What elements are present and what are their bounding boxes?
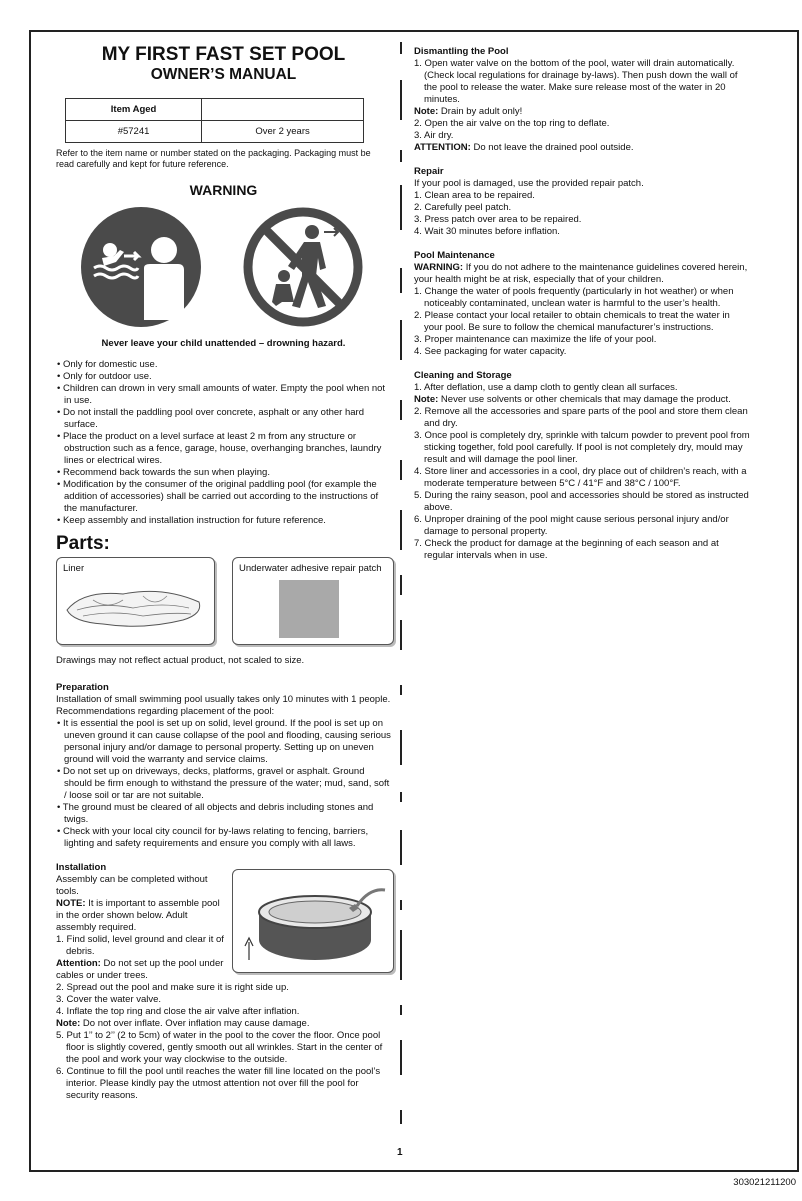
warning-item: • Only for domestic use. bbox=[56, 359, 391, 371]
installation-step-2: 2. Spread out the pool and make sure it is right side up. bbox=[56, 982, 289, 993]
patch-label: Underwater adhesive repair patch bbox=[239, 563, 382, 574]
installation-title: Installation bbox=[56, 862, 107, 873]
pool-image-box bbox=[232, 869, 394, 973]
drowning-warning-icon bbox=[80, 206, 202, 328]
warning-item: • Only for outdoor use. bbox=[56, 371, 391, 383]
document-number: 303021211200 bbox=[733, 1177, 796, 1188]
maintenance-warning-text: If you do not adhere to the maintenance guidelines covered herein, your health might be at risk, especially that of your children. bbox=[414, 262, 748, 285]
repair-step: 3. Press patch over area to be repaired. bbox=[414, 214, 582, 225]
warning-signs bbox=[56, 206, 391, 328]
dismantling-attention-text: Do not leave the drained pool outside. bbox=[470, 142, 634, 153]
installation-intro: Assembly can be completed without tools. bbox=[56, 874, 208, 897]
preparation-title: Preparation bbox=[56, 682, 109, 693]
maintenance-step: 4. See packaging for water capacity. bbox=[414, 346, 567, 357]
parts-boxes bbox=[56, 557, 391, 647]
item-table-empty-header bbox=[202, 99, 364, 121]
right-column bbox=[414, 46, 750, 562]
preparation-item: • It is essential the pool is set up on solid, level ground. If the pool is set up on uneven ground it can cause collapse of the pool and flooding, causing serious personal injury and/or damage to personal property. Setting up on uneven ground will void the warranty and service claims. bbox=[56, 718, 391, 766]
installation-step-6: 6. Continue to fill the pool until reaches the water fill line located on the pool’s interior. Please kindly pay the utmost attention not over fill the pool for security reasons. bbox=[56, 1066, 381, 1101]
warning-caption: Never leave your child unattended – drowning hazard. bbox=[101, 338, 346, 349]
cleaning-note-text: Never use solvents or other chemicals that may damage the product. bbox=[438, 394, 731, 405]
installation-step-3: 3. Cover the water valve. bbox=[56, 994, 162, 1005]
installation-section bbox=[56, 862, 391, 1102]
installation-note-label: NOTE: bbox=[56, 898, 86, 909]
maintenance-list bbox=[414, 286, 750, 358]
item-number: #57241 bbox=[66, 121, 202, 143]
no-unattended-child-icon bbox=[242, 206, 364, 328]
warning-item: • Keep assembly and installation instruction for future reference. bbox=[56, 515, 391, 527]
cleaning-step: 3. Once pool is completely dry, sprinkle with talcum powder to prevent pool from sticking together, fold pool carefully. If pool is not completely dry, mould may result and will damage the pool liner. bbox=[414, 430, 750, 465]
dismantling-note-label: Note: bbox=[414, 106, 439, 117]
preparation-recommendations: Recommendations regarding placement of the pool: bbox=[56, 706, 275, 717]
page-number: 1 bbox=[397, 1147, 403, 1158]
warning-item: • Modification by the consumer of the original paddling pool (for example the addition of accessories) shall be carried out according to the instructions of the manufacturer. bbox=[56, 479, 391, 515]
installation-step-4: 4. Inflate the top ring and close the air valve after inflation. bbox=[56, 1006, 300, 1017]
repair-list bbox=[414, 190, 750, 238]
installation-attention-text: Do not set up the pool under cables or under trees. bbox=[56, 958, 224, 981]
parts-note: Drawings may not reflect actual product, not scaled to size. bbox=[56, 655, 305, 666]
cleaning-step: 2. Remove all the accessories and spare parts of the pool and store them clean and dry. bbox=[414, 406, 748, 429]
liner-box bbox=[56, 557, 215, 645]
warning-list bbox=[56, 359, 391, 527]
item-aged-header: Item Aged bbox=[66, 99, 202, 121]
page-subtitle: OWNER’S MANUAL bbox=[150, 66, 297, 83]
parts-title: Parts: bbox=[56, 533, 110, 554]
warning-item: • Place the product on a level surface at least 2 m from any structure or obstruction such as a fence, garage, house, overhanging branches, laundry lines or electrical wires. bbox=[56, 431, 391, 467]
cleaning-title: Cleaning and Storage bbox=[414, 370, 512, 381]
repair-intro: If your pool is damaged, use the provided repair patch. bbox=[414, 178, 644, 189]
preparation-intro: Installation of small swimming pool usually takes only 10 minutes with 1 people. bbox=[56, 694, 391, 705]
patch-swatch bbox=[279, 580, 339, 638]
preparation-item: • Check with your local city council for by-laws relating to fencing, barriers, lighting and safety requirements and ensure you comply with all laws. bbox=[56, 826, 391, 850]
installation-note2-label: Note: bbox=[56, 1018, 81, 1029]
installation-step-1: 1. Find solid, level ground and clear it of debris. bbox=[56, 934, 224, 957]
warning-item: • Recommend back towards the sun when playing. bbox=[56, 467, 391, 479]
dismantling-attention-label: ATTENTION: bbox=[414, 142, 471, 153]
repair-step: 2. Carefully peel patch. bbox=[414, 202, 512, 213]
installation-attention-label: Attention: bbox=[56, 958, 101, 969]
maintenance-step: 3. Proper maintenance can maximize the life of your pool. bbox=[414, 334, 657, 345]
maintenance-warning-label: WARNING: bbox=[414, 262, 464, 273]
pool-drawing bbox=[239, 878, 387, 966]
dismantling-step-3: 3. Air dry. bbox=[414, 130, 454, 141]
dismantling-note-text: Drain by adult only! bbox=[438, 106, 523, 117]
intro-text: Refer to the item name or number stated on the packaging. Packaging must be read carefully and kept for future reference. bbox=[56, 148, 371, 169]
maintenance-step: 1. Change the water of pools frequently (particularly in hot weather) or when noticeably contaminated, unclean water is harmful to the user’s health. bbox=[414, 286, 734, 309]
cleaning-step: 6. Unproper draining of the pool might cause serious personal injury and/or damage to personal property. bbox=[414, 514, 729, 537]
installation-note-text: It is important to assemble pool in the order shown below. Adult assembly required. bbox=[56, 898, 220, 933]
page-title: MY FIRST FAST SET POOL bbox=[101, 44, 346, 65]
warning-title: WARNING bbox=[189, 182, 258, 198]
installation-step-5: 5. Put 1’’ to 2’’ (2 to 5cm) of water in the pool to the cover the floor. Once pool floor is slightly covered, gently smooth out all wrinkles. Start in the center of the pool and work your way clockwise to the outside. bbox=[56, 1030, 383, 1065]
repair-title: Repair bbox=[414, 166, 444, 177]
preparation-list bbox=[56, 718, 391, 850]
preparation-item: • Do not set up on driveways, decks, platforms, gravel or asphalt. Ground should be firm enough to withstand the pressure of the water; mud, sand, soft / loose soil or tar are not suitable. bbox=[56, 766, 391, 802]
installation-note2-text: Do not over inflate. Over inflation may cause damage. bbox=[80, 1018, 310, 1029]
item-table bbox=[65, 98, 364, 143]
item-age: Over 2 years bbox=[202, 121, 364, 143]
liner-drawing bbox=[63, 580, 205, 632]
cleaning-step: 4. Store liner and accessories in a cool, dry place out of children’s reach, with a moderate temperature between 5°C / 41°F and 38°C / 100°F. bbox=[414, 466, 747, 489]
cleaning-step: 7. Check the product for damage at the beginning of each season and at regular intervals when in use. bbox=[414, 538, 719, 561]
dismantling-step-1: 1. Open water valve on the bottom of the pool, water will drain automatically. (Check local regulations for drainage by-laws). Then push down the wall of the pool to release the water. Make sure release most of the water in 20 minutes. bbox=[414, 58, 738, 105]
cleaning-note-label: Note: bbox=[414, 394, 439, 405]
dismantling-step-2: 2. Open the air valve on the top ring to deflate. bbox=[414, 118, 610, 129]
maintenance-title: Pool Maintenance bbox=[414, 250, 495, 261]
warning-item: • Do not install the paddling pool over concrete, asphalt or any other hard surface. bbox=[56, 407, 391, 431]
liner-label: Liner bbox=[63, 563, 85, 574]
cleaning-step-1: 1. After deflation, use a damp cloth to gently clean all surfaces. bbox=[414, 382, 678, 393]
cleaning-step: 5. During the rainy season, pool and accessories should be stored as instructed above. bbox=[414, 490, 749, 513]
repair-step: 4. Wait 30 minutes before inflation. bbox=[414, 226, 560, 237]
repair-step: 1. Clean area to be repaired. bbox=[414, 190, 535, 201]
maintenance-step: 2. Please contact your local retailer to obtain chemicals to treat the water in your pool. Be sure to follow the chemical manufacturer’s instructions. bbox=[414, 310, 730, 333]
left-column bbox=[56, 44, 391, 1102]
preparation-item: • The ground must be cleared of all objects and debris including stones and twigs. bbox=[56, 802, 391, 826]
patch-box bbox=[232, 557, 394, 645]
dismantling-title: Dismantling the Pool bbox=[414, 46, 509, 57]
cleaning-list bbox=[414, 406, 750, 562]
warning-item: • Children can drown in very small amounts of water. Empty the pool when not in use. bbox=[56, 383, 391, 407]
